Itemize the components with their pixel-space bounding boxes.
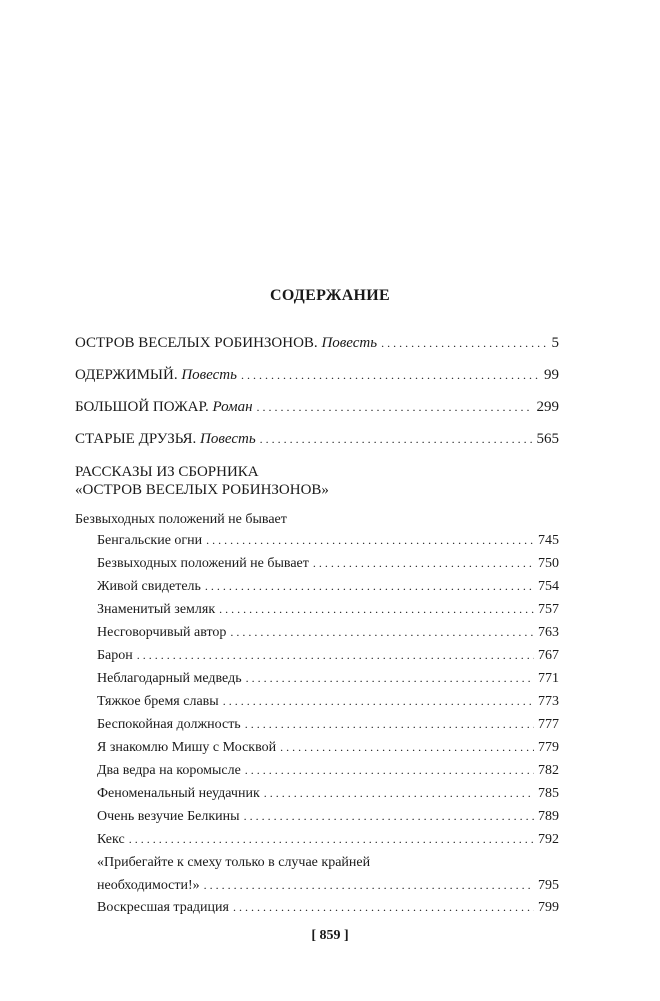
toc-story-title: Знаменитый земляк — [97, 602, 216, 617]
toc-page-number: 785 — [538, 786, 559, 801]
leader-dots — [381, 336, 547, 351]
leader-dots — [264, 786, 534, 801]
toc-page-number: 5 — [551, 335, 559, 351]
section-heading-line: РАССКАЗЫ ИЗ СБОРНИКА — [75, 464, 259, 480]
toc-page-number: 779 — [538, 740, 559, 755]
toc-entry-title: БОЛЬШОЙ ПОЖАР. Роман — [75, 399, 253, 415]
toc-story-title: необходимости!» — [97, 878, 200, 893]
leader-dots — [246, 671, 534, 686]
toc-story-title: Феноменальный неудачник — [97, 786, 260, 801]
toc-story-title: Живой свидетель — [97, 579, 201, 594]
toc-story-title: Два ведра на коромысле — [97, 763, 241, 778]
toc-story-title: Тяжкое бремя славы — [97, 694, 219, 709]
leader-dots — [257, 400, 533, 415]
section-heading-line: «ОСТРОВ ВЕСЕЛЫХ РОБИНЗОНОВ» — [75, 482, 329, 498]
toc-story — [97, 878, 559, 894]
toc-story-title: Безвыходных положений не бывает — [97, 556, 309, 571]
toc-story-title: Беспокойная должность — [97, 717, 241, 732]
toc-story-title: Кекс — [97, 832, 125, 847]
toc-entry-title: СТАРЫЕ ДРУЗЬЯ. Повесть — [75, 431, 256, 447]
leader-dots — [313, 556, 534, 571]
toc-page-number: 757 — [538, 602, 559, 617]
toc-entry-title: ОСТРОВ ВЕСЕЛЫХ РОБИНЗОНОВ. Повесть — [75, 335, 378, 351]
toc-story — [97, 533, 559, 549]
toc-entry — [75, 335, 559, 352]
toc-page-number: 767 — [538, 648, 559, 663]
leader-dots — [245, 763, 534, 778]
toc-story-title: Бенгальские огни — [97, 533, 203, 548]
toc-story — [97, 900, 559, 916]
toc-story — [97, 579, 559, 595]
toc-story — [97, 602, 559, 618]
toc-story — [97, 832, 559, 848]
toc-page-number: 299 — [536, 399, 559, 415]
toc-page-number: 789 — [538, 809, 559, 824]
toc-page-number: 792 — [538, 832, 559, 847]
toc-story — [97, 763, 559, 779]
toc-page-number: 773 — [538, 694, 559, 709]
toc-story — [97, 648, 559, 664]
page-title: СОДЕРЖАНИЕ — [269, 287, 391, 304]
toc-story-title: Воскресшая традиция — [97, 900, 229, 915]
toc-story — [97, 809, 559, 825]
toc-page-number: 799 — [538, 900, 559, 915]
section-heading — [75, 463, 329, 499]
leader-dots — [129, 832, 534, 847]
toc-page-number: 99 — [544, 367, 559, 383]
toc-story — [97, 786, 559, 802]
toc-story — [97, 556, 559, 572]
toc-page-number: 565 — [536, 431, 559, 447]
leader-dots — [137, 648, 534, 663]
leader-dots — [280, 740, 534, 755]
toc-story-title: Я знакомлю Мишу с Москвой — [97, 740, 277, 755]
leader-dots — [223, 694, 534, 709]
leader-dots — [206, 533, 534, 548]
toc-story — [97, 694, 559, 710]
toc-page-number: 771 — [538, 671, 559, 686]
toc-page-number: 782 — [538, 763, 559, 778]
toc-entry — [75, 367, 559, 384]
page-number-folio: [ 859 ] — [311, 928, 349, 943]
leader-dots — [233, 900, 534, 915]
leader-dots — [244, 809, 534, 824]
toc-story — [97, 740, 559, 756]
toc-entry — [75, 399, 559, 416]
toc-story-title: Очень везучие Белкины — [97, 809, 240, 824]
leader-dots — [260, 432, 533, 447]
leader-dots — [230, 625, 534, 640]
toc-story — [97, 625, 559, 641]
toc-page-number: 795 — [538, 878, 559, 893]
toc-story-title-first-line: «Прибегайте к смеху только в случае крайней — [97, 855, 371, 870]
leader-dots — [245, 717, 534, 732]
toc-story-title: Несговорчивый автор — [97, 625, 227, 640]
toc-page-number: 754 — [538, 579, 559, 594]
toc-story — [97, 717, 559, 733]
toc-story-title: Неблагодарный медведь — [97, 671, 242, 686]
toc-story — [97, 671, 559, 687]
leader-dots — [205, 579, 534, 594]
toc-page-number: 750 — [538, 556, 559, 571]
toc-entry-title: ОДЕРЖИМЫЙ. Повесть — [75, 367, 237, 383]
leader-dots — [204, 878, 534, 893]
leader-dots — [219, 602, 534, 617]
group-heading: Безвыходных положений не бывает — [75, 512, 287, 527]
toc-page-number: 745 — [538, 533, 559, 548]
toc-entry — [75, 431, 559, 448]
leader-dots — [241, 368, 540, 383]
toc-page-number: 777 — [538, 717, 559, 732]
toc-page-number: 763 — [538, 625, 559, 640]
toc-story-title: Барон — [97, 648, 133, 663]
